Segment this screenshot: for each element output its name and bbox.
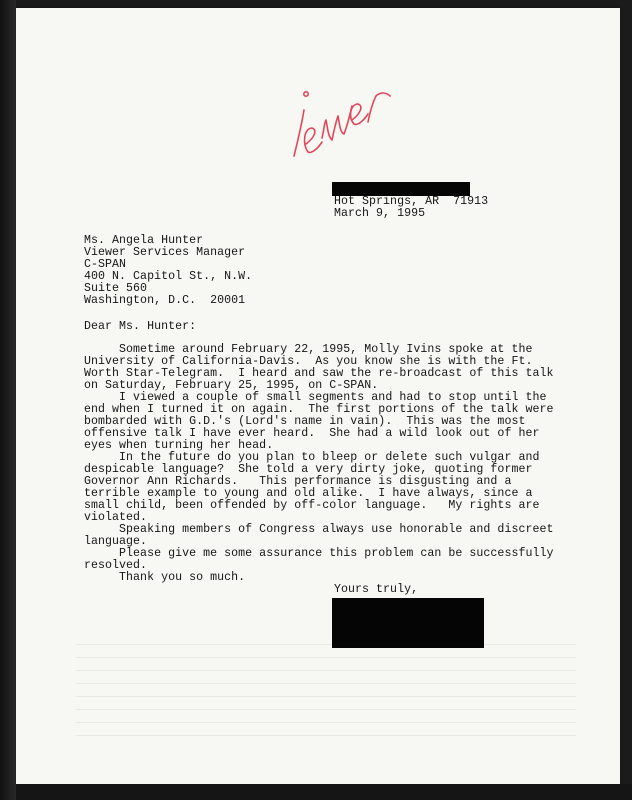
body-line: Worth Star-Telegram. I heard and saw the re-broadcast of this talk [84, 367, 554, 380]
body-line: resolved. [84, 559, 148, 572]
body-line: Sometime around February 22, 1995, Molly Ivins spoke at the [84, 343, 533, 356]
body-line: bombarded with G.D.'s (Lord's name in vain). This was the most [84, 415, 526, 428]
recipient-line: Washington, D.C. 20001 [84, 294, 246, 307]
redacted-sender-name [332, 182, 470, 196]
letter-date: March 9, 1995 [334, 207, 426, 220]
scan-bottom-strip [16, 784, 632, 800]
body-line: on Saturday, February 25, 1995, on C-SPAN. [84, 379, 379, 392]
body-line: Governor Ann Richards. This performance is disgusting and a [84, 475, 512, 488]
body-line: language. [84, 535, 148, 548]
body-line: University of California-Davis. As you know she is with the Ft. [84, 355, 533, 368]
annotation-text [284, 82, 287, 83]
scan-edge [0, 0, 16, 800]
body-line: despicable language? She told a very dirty joke, quoting former [84, 463, 533, 476]
recipient-line: Suite 560 [84, 282, 148, 295]
body-line: terrible example to young and old alike. I have always, since a [84, 487, 533, 500]
body-line: In the future do you plan to bleep or delete such vulgar and [84, 451, 540, 464]
body-line: small child, been offended by off-color language. My rights are [84, 499, 540, 512]
recipient-line: C-SPAN [84, 258, 127, 271]
closing: Yours truly, [334, 583, 419, 596]
recipient-line: Ms. Angela Hunter [84, 234, 204, 247]
body-line: Thank you so much. [84, 571, 246, 584]
recipient-line: 400 N. Capitol St., N.W. [84, 270, 253, 283]
body-line: Speaking members of Congress always use honorable and discreet [84, 523, 554, 536]
letter-page [16, 8, 620, 784]
body-line: Please give me some assurance this problem can be successfully [84, 547, 554, 560]
body-line: end when I turned it on again. The first portions of the talk were [84, 403, 554, 416]
bleed-through-text [76, 636, 576, 736]
viewer-handwriting-icon [284, 82, 404, 172]
salutation: Dear Ms. Hunter: [84, 320, 197, 333]
body-line: violated. [84, 511, 148, 524]
body-line: eyes when turning her head. [84, 439, 274, 452]
body-line: I viewed a couple of small segments and had to stop until the [84, 391, 547, 404]
recipient-line: Viewer Services Manager [84, 246, 246, 259]
body-line: offensive talk I have ever heard. She had a wild look out of her [84, 427, 540, 440]
handwritten-annotation [284, 82, 404, 172]
sender-city: Hot Springs, AR 71913 [334, 195, 489, 208]
